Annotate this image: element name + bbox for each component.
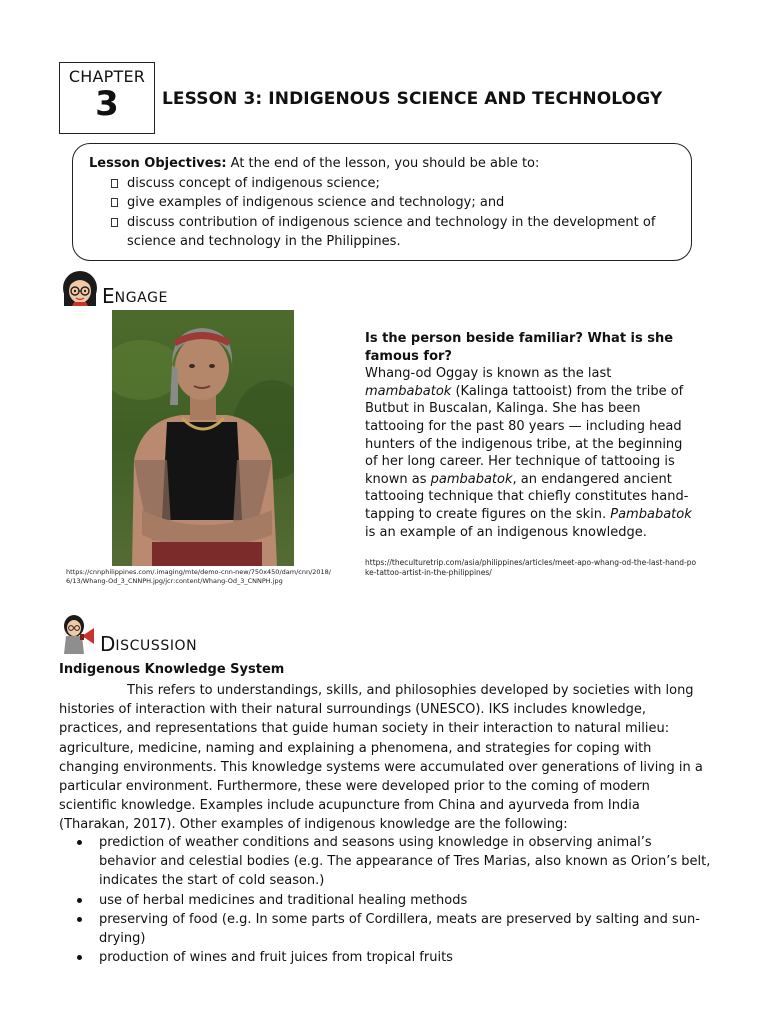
chapter-box xyxy=(59,62,155,134)
answer-text: (Kalinga tattooist) from the tribe of Butbut in Buscalan, Kalinga. She has been tattooing for the past 80 years — including head hunters of the indigenous tribe, at the beginning of her long career. Her technique of tattooing is known as xyxy=(365,383,684,487)
checkbox-icon xyxy=(111,179,118,188)
iks-subheading: Indigenous Knowledge System xyxy=(59,662,285,677)
answer-text: , an endangered ancient tattooing technique that chiefly constitutes hand-tapping to create figures on the skin. xyxy=(365,471,689,522)
engage-heading xyxy=(60,270,168,306)
objective-text: discuss contribution of indigenous science and technology in the development of xyxy=(127,214,656,230)
answer-text: is an example of an indigenous knowledge. xyxy=(365,524,647,540)
objectives-intro xyxy=(89,154,691,174)
paragraph-text: This refers to understandings, skills, and philosophies developed by societies with long histories of interaction with their natural surroundings (UNESCO). IKS includes knowledge, practices, and representations that guide human society in their interaction to natural milieu: agriculture, medicine, naming and explaining a phenomena, and strategies for coping with changing environments. This knowledge systems were accumulated over generations of living in a particular environment. Furthermore, these were developed prior to the coming of modern scientific knowledge. Examples include acupuncture from China and ayurveda from India (Tharakan, 2017). Other examples of indigenous knowledge are the following: xyxy=(59,683,703,833)
objective-text: science and technology in the Philippines. xyxy=(127,234,401,249)
engage-answer xyxy=(365,365,695,541)
list-item: prediction of weather conditions and seasons using knowledge in observing animal’s behavior and celestial bodies (e.g. The appearance of Tres Marias, also known as Orion’s belt, indicates the start of cold season.) xyxy=(59,833,711,891)
teacher-megaphone-avatar-icon xyxy=(60,614,98,654)
list-item: use of herbal medicines and traditional healing methods xyxy=(59,891,711,910)
answer-italic-term: mambabatok xyxy=(365,383,452,399)
chapter-word: CHAPTER xyxy=(68,67,146,86)
discussion-heading xyxy=(60,614,197,654)
teacher-avatar-icon xyxy=(60,270,100,306)
engage-question: Is the person beside familiar? What is she famous for? xyxy=(365,331,674,364)
discussion-cap: D xyxy=(100,632,116,656)
lesson-objectives-box xyxy=(72,143,692,261)
list-item: preserving of food (e.g. In some parts of Cordillera, meats are preserved by salting and sun-drying) xyxy=(59,910,711,948)
objective-item xyxy=(89,213,691,233)
photo-source-caption: https://cnnphilippines.com/.imaging/mte/demo-cnn-new/750x450/dam/cnn/2018/6/13/Whang-Od_3_CNNPH.jpg/jcr:content/Whang-Od_3_CNNPH.jpg xyxy=(66,568,331,585)
list-item: production of wines and fruit juices from tropical fruits xyxy=(59,948,711,967)
iks-paragraph xyxy=(59,681,711,835)
lesson-title: LESSON 3: INDIGENOUS SCIENCE AND TECHNOLOGY xyxy=(162,89,663,109)
discussion-rest: ISCUSSION xyxy=(115,638,198,654)
engage-rest: NGAGE xyxy=(114,290,168,306)
engage-question-block xyxy=(365,330,695,541)
whang-od-photo xyxy=(112,310,294,566)
answer-text: Whang-od Oggay is known as the last xyxy=(365,366,612,382)
iks-examples-list xyxy=(59,833,711,967)
answer-source-link: https://theculturetrip.com/asia/philippines/articles/meet-apo-whang-od-the-last-hand-poke-tattoo-artist-in-the-philippines/ xyxy=(365,558,697,577)
objective-item xyxy=(89,193,691,213)
checkbox-icon xyxy=(111,198,118,207)
objective-item xyxy=(89,174,691,194)
checkbox-icon xyxy=(111,218,118,227)
objective-text: give examples of indigenous science and technology; and xyxy=(127,195,505,210)
chapter-number: 3 xyxy=(95,84,119,124)
objectives-intro-text: At the end of the lesson, you should be able to: xyxy=(226,156,540,171)
objectives-label: Lesson Objectives: xyxy=(89,156,227,171)
answer-italic-term: Pambabatok xyxy=(610,506,692,522)
objective-text: discuss concept of indigenous science; xyxy=(127,175,380,191)
answer-italic-term: pambabatok xyxy=(430,471,513,487)
objective-item-continuation xyxy=(105,232,691,252)
engage-cap: E xyxy=(102,284,115,308)
